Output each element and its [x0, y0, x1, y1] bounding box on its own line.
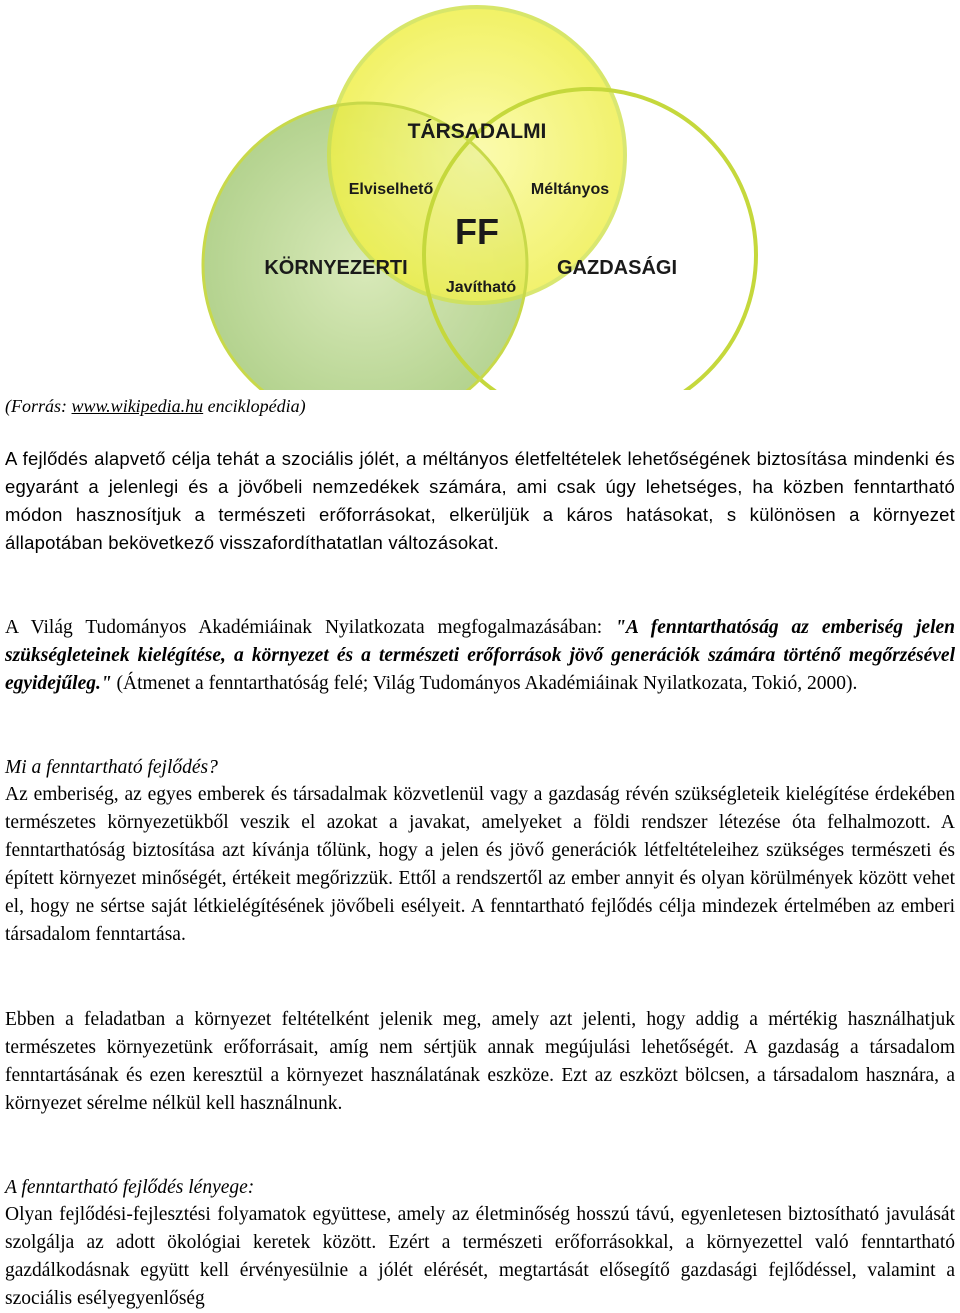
- venn-diagram: [195, 0, 765, 390]
- declaration-tail: (Átmenet a fenntarthatóság felé; Világ Tudományos Akadémiáinak Nyilatkozata, Tokió, 2000).: [111, 673, 858, 694]
- declaration-quote: "A fenntarthatóság az emberiség jelen szükségleteinek kielégítése, a környezet és a természeti erőforrások jövő generációk számára történő megőrzésével egyidejűleg.": [5, 617, 955, 694]
- source-link[interactable]: www.wikipedia.hu: [71, 396, 204, 416]
- source-prefix: (Forrás:: [5, 396, 72, 416]
- center-label: FF: [455, 211, 499, 252]
- source-citation: [5, 393, 306, 419]
- paragraph-environment-condition: Ebben a feladatban a környezet feltételként jelenik meg, amely azt jelenti, hogy addig a mértékig használhatjuk természetes környezetünk erőforrásait, amíg nem sértjük annak megújulási lehetőségét. A gazdaság a társadalom fenntartásának és ezen keresztül a környezet használatának eszköze. Ezt az eszközt bölcsen, a társadalom hasznára, a környezet sérelme nélkül kell használnunk.: [5, 1009, 955, 1114]
- equitable-label: Méltányos: [530, 181, 610, 198]
- tolerable-label: Elviselhető: [348, 181, 434, 198]
- paragraph-development-goal: A fejlődés alapvető célja tehát a szociális jólét, a méltányos életfeltételek lehetőségének biztosítása mindenki és egyaránt a jelenlegi és a jövőbeli nemzedékek számára, ami csak úgy lehetséges, ha közben fenntartható módon hasznosítjuk a természeti erőforrásokat, elkerüljük a káros hatásokat, s különösen a környezet állapotában bekövetkező visszafordíthatatlan változásokat.: [5, 448, 955, 553]
- heading-essence-of-sustainable-development: A fenntartható fejlődés lényege:: [5, 1177, 255, 1198]
- heading-what-is-sustainable-development: Mi a fenntartható fejlődés?: [5, 757, 218, 778]
- environmental-label: KÖRNYEZERTI: [264, 257, 408, 279]
- economic-label: GAZDASÁGI: [557, 257, 677, 279]
- paragraph-humanity-needs: Az emberiség, az egyes emberek és társadalmak közvetlenül vagy a gazdaság révén szükségleteik kielégítése érdekében természetes környezetükből veszik el azokat a javakat, amelyeket a földi rendszer létezése óta felhalmozott. A fenntarthatóság biztosítása azt kívánja tőlünk, hogy a jelen és jövő generációk létfeltételeihez szükséges természeti és épített környezet minőségét, értékeit megőrizzük. Ettől a rendszertől az ember annyit és olyan körülmények között vehet el, hogy ne sértse saját létkielégítésének jövőbeli esélyeit. A fenntartható fejlődés célja mindezek értelmében az emberi társadalom fenntartása.: [5, 784, 955, 945]
- source-suffix: enciklopédia): [203, 396, 306, 416]
- declaration-lead: A Világ Tudományos Akadémiáinak Nyilatkozata megfogalmazásában:: [5, 617, 616, 638]
- improvable-label: Javítható: [445, 279, 517, 296]
- social-label: TÁRSADALMI: [407, 120, 547, 143]
- paragraph-essence: Olyan fejlődési-fejlesztési folyamatok együttese, amely az életminőség hosszú távú, egyenletesen biztosítható javulását szolgálja az adott ökológiai keretek között. Ezért a természeti erőforrásokkal, a környezettel való fenntartható gazdálkodásnak együtt kell érvényesülnie a jólét elérését, megtartását elősegítő gazdasági fejlődéssel, valamint a szociális esélyegyenlőség: [5, 1204, 955, 1309]
- paragraph-academies-declaration: [5, 614, 955, 698]
